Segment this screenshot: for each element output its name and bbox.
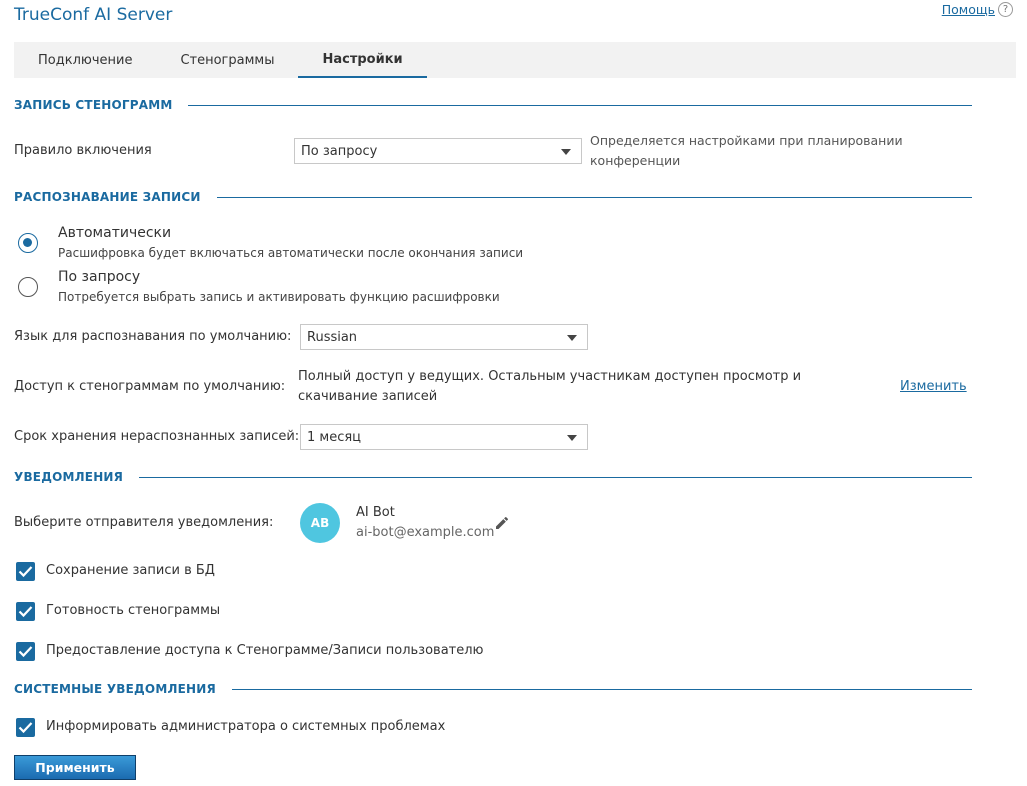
radio-auto-desc: Расшифровка будет включаться автоматически после окончания записи	[58, 246, 524, 260]
check-icon	[18, 645, 33, 658]
section-divider	[217, 197, 972, 198]
check-icon	[18, 565, 33, 578]
section-notifications	[14, 469, 972, 485]
section-recording-title: ЗАПИСЬ СТЕНОГРАММ	[14, 98, 173, 112]
app-title: TrueConf AI Server	[14, 5, 173, 25]
apply-button[interactable]: Применить	[14, 755, 136, 780]
sender-label: Выберите отправителя уведомления:	[14, 515, 274, 530]
retention-label: Срок хранения нераспознанных записей:	[14, 429, 300, 444]
section-notifications-title: УВЕДОМЛЕНИЯ	[14, 470, 124, 484]
access-change-link[interactable]: Изменить	[900, 379, 967, 394]
chevron-down-icon	[561, 149, 571, 155]
checkbox-access-granted[interactable]	[16, 642, 35, 661]
tab-transcripts[interactable]: Стенограммы	[180, 52, 275, 68]
checkbox-access-granted-label[interactable]: Предоставление доступа к Стенограмме/Записи пользователю	[46, 643, 484, 658]
section-system-notifications	[14, 681, 972, 697]
retention-select[interactable]	[300, 424, 588, 450]
tab-connection[interactable]: Подключение	[38, 52, 133, 68]
help-link[interactable]: Помощь	[941, 2, 995, 17]
checkbox-inform-admin-label[interactable]: Информировать администратора о системных проблемах	[46, 719, 446, 734]
language-select[interactable]	[300, 324, 588, 350]
section-system-notifications-title: СИСТЕМНЫЕ УВЕДОМЛЕНИЯ	[14, 682, 216, 696]
sender-email: ai-bot@example.com	[356, 525, 495, 540]
checkbox-save-record[interactable]	[16, 562, 35, 581]
section-divider	[232, 689, 972, 690]
rule-label: Правило включения	[14, 143, 152, 158]
radio-on-request[interactable]	[18, 277, 38, 297]
help[interactable]	[942, 2, 1013, 17]
checkbox-inform-admin[interactable]	[16, 718, 35, 737]
checkbox-transcript-ready-label[interactable]: Готовность стенограммы	[46, 603, 221, 618]
rule-select-value: По запросу	[301, 143, 378, 159]
checkbox-save-record-label[interactable]: Сохранение записи в БД	[46, 563, 215, 578]
chevron-down-icon	[567, 435, 577, 441]
access-value: Полный доступ у ведущих. Остальным участникам доступен просмотр и скачивание записей	[298, 369, 802, 404]
language-label: Язык для распознавания по умолчанию:	[14, 329, 292, 344]
section-divider	[188, 105, 972, 106]
retention-select-value: 1 месяц	[307, 429, 362, 445]
check-icon	[18, 721, 33, 734]
tab-settings[interactable]: Настройки	[298, 42, 426, 78]
check-icon	[18, 605, 33, 618]
rule-select[interactable]	[294, 138, 582, 164]
rule-hint: Определяется настройками при планировании конференции	[590, 133, 903, 168]
tab-bar	[14, 42, 1016, 78]
access-label: Доступ к стенограммам по умолчанию:	[14, 379, 286, 394]
language-select-value: Russian	[307, 329, 358, 345]
pencil-icon[interactable]	[494, 515, 510, 531]
help-icon[interactable]: ?	[998, 2, 1013, 17]
section-recognition	[14, 189, 972, 205]
section-divider	[139, 477, 972, 478]
chevron-down-icon	[567, 335, 577, 341]
radio-on-request-title[interactable]: По запросу	[58, 269, 141, 285]
section-recording	[14, 97, 972, 113]
radio-on-request-desc: Потребуется выбрать запись и активировать функцию расшифровки	[58, 290, 500, 304]
checkbox-transcript-ready[interactable]	[16, 602, 35, 621]
radio-auto[interactable]	[18, 233, 38, 253]
radio-auto-title[interactable]: Автоматически	[58, 225, 172, 241]
section-recognition-title: РАСПОЗНАВАНИЕ ЗАПИСИ	[14, 190, 201, 204]
sender-name: AI Bot	[356, 505, 395, 520]
avatar: AB	[300, 503, 340, 543]
